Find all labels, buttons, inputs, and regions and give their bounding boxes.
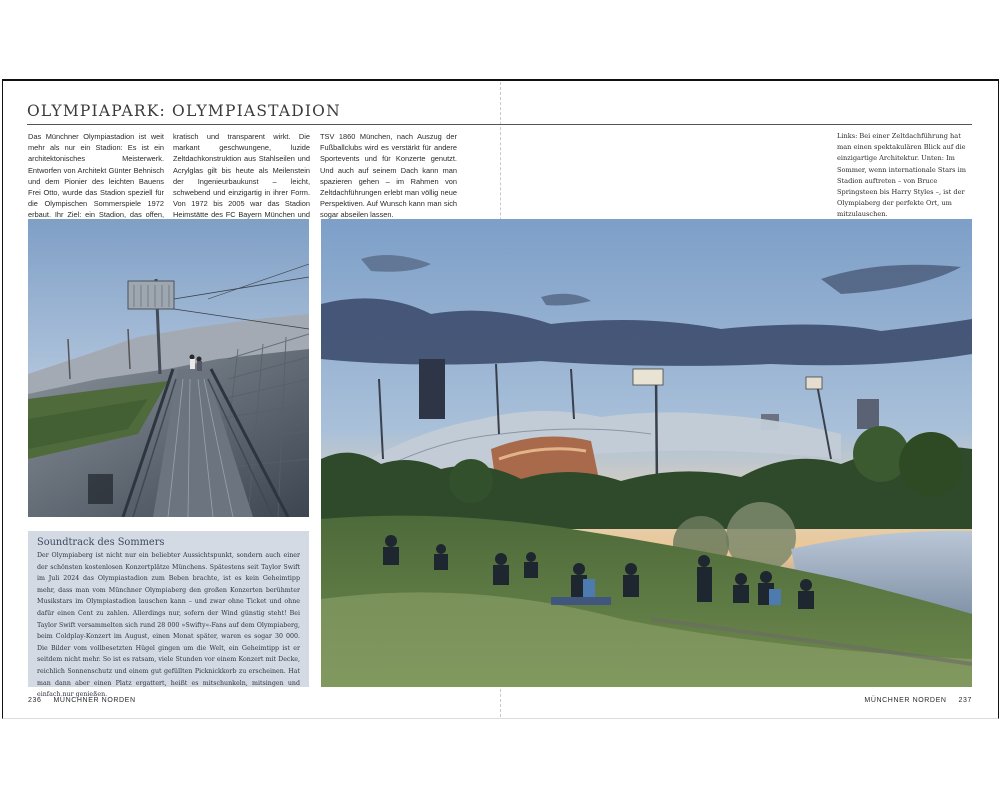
section-label-left: MÜNCHNER NORDEN (53, 697, 136, 704)
page-title: OLYMPIAPARK: OLYMPIASTADION (27, 102, 341, 120)
photo-caption: Links: Bei einer Zeltdachführung hat man einen spektakulären Blick auf die einzigartige Architektur. Unten: Im Sommer, wenn internationale Stars im Stadion auftreten – von Bruce Springsteen bis Harry Styles –, ist der Olympiaberg der perfekte Ort, um mitzulauschen. (837, 132, 966, 219)
intro-column-2: kratisch und transparent wirkt. Die markant geschwungene, luzide Zeltdachkonstruktion aus Stahlseilen und Acrylglas gilt bis heute als Meilenstein der Ingenieurbaukunst – leicht, schwebend und einzigartig in ihrer Form. Von 1972 bis 2005 war das Stadion Heimstätte des FC Bayern München und (173, 132, 310, 220)
intro-column-3: TSV 1860 München, nach Auszug der Fußballclubs wird es verstärkt für andere Sportevents und für Konzerte genutzt. Und auch auf seinem Dach kann man spazieren gehen – im Rahmen von Zeltdachführungen erlebt man völlig neue Perspektiven. Auf Wunsch kann man sich sogar abseilen lassen. (320, 132, 457, 220)
sidebar-text: Der Olympiaberg ist nicht nur ein beliebter Aussichtspunkt, sondern auch einer der schönsten kostenlosen Konzertplätze Münchens. Spätestens seit Taylor Swift im Juli 2024 das Olympiastadion zum Beben brachte, ist es kein Geheimtipp mehr, dass man vom Münchner Olympiaberg den großen Konzerten berühmter Musikstars im Olympiastadion lauschen kann – und zwar ohne Ticket und ohne dafür einen Cent zu zahlen. Allerdings nur, sofern der Wind günstig steht! Bei Taylor Swift versammelten sich rund 28 000 »Swifty«-Fans auf dem Olympiaberg, beim Coldplay-Konzert im August, einen Monat später, waren es sogar 30 000. Die Bilder vom vollbesetzten Hügel gingen um die Welt, ein Geheimtipp ist er seitdem nicht mehr. So ist es ratsam, viele Stunden vor einem Konzert mit Decke, reichlich Sonnenschutz und einem gut gefüllten Picknickkorb zu erscheinen. Hat man dann aber einen Platz ergattert, heißt es mitschunkeln, mitsingen und einfach nur genießen. (37, 552, 300, 699)
intro-column-1: Das Münchner Olympiastadion ist weit mehr als nur ein Stadion: Es ist ein architektonisches Meisterwerk. Entworfen von Architekt Günter Behnisch und dem Pionier des leichten Bauens Frei Otto, wurde das Stadion speziell für die Olympischen Sommerspiele 1972 erbaut. Ihr Ziel: ein Stadion, das offen, (28, 132, 164, 220)
page-number-right: 237 (958, 697, 972, 704)
stadium-roof-walkway-photo (28, 219, 309, 517)
sidebar-box (28, 531, 309, 699)
page-number-left: 236 (28, 697, 42, 704)
section-label-right: MÜNCHNER NORDEN (864, 697, 947, 704)
folio-left (28, 697, 136, 704)
folio-right (864, 697, 972, 704)
sidebar-heading: Soundtrack des Sommers (37, 537, 165, 548)
title-rule (27, 124, 972, 125)
olympiaberg-concert-dusk-photo (321, 219, 972, 687)
